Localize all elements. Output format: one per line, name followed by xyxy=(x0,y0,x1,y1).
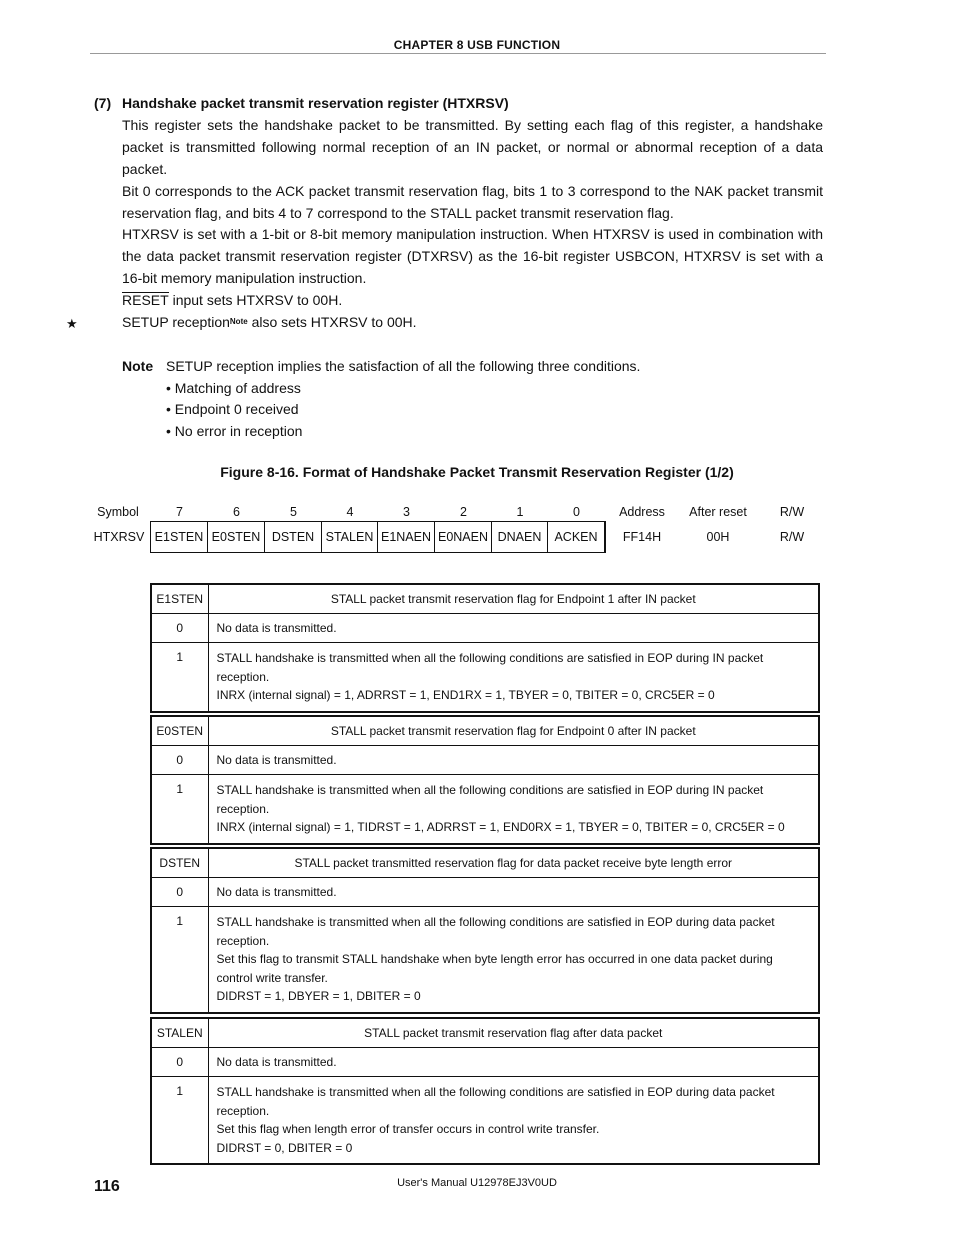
flag-description: STALL packet transmitted reservation flag for data packet receive byte length error xyxy=(208,848,819,878)
bit-cell-e0sten: E0STEN xyxy=(208,522,265,552)
bit-number: 1 xyxy=(516,505,524,519)
note-bullet: • Matching of address xyxy=(166,380,301,396)
flag-value-description xyxy=(208,907,819,1013)
bit-cell-dnaen: DNAEN xyxy=(492,522,548,552)
bit-number: 4 xyxy=(346,505,354,519)
page-number: 116 xyxy=(94,1178,120,1195)
description-line: Set this flag to transmit STALL handshake when byte length error has occurred in one data packet during xyxy=(216,952,773,966)
reset-text: input sets HTXRSV to 00H. xyxy=(168,292,343,308)
description-line: DIDRST = 1, DBYER = 1, DBITER = 0 xyxy=(216,989,421,1003)
table-row xyxy=(151,775,819,844)
bit-cell-e0naen: E0NAEN xyxy=(435,522,492,552)
flag-description: STALL packet transmit reservation flag after data packet xyxy=(208,1018,819,1048)
flag-table-e1sten xyxy=(150,583,820,713)
paragraph-3: HTXRSV is set with a 1-bit or 8-bit memory manipulation instruction. When HTXRSV is used in combination with the data packet transmit reservation register (DTXRSV) as the 16-bit register USBCON, HTXRSV is set with a 16-bit memory manipulation instruction. xyxy=(122,226,823,286)
note-label: Note xyxy=(122,358,154,374)
paragraph-2: Bit 0 corresponds to the ACK packet transmit reservation flag, bits 1 to 3 correspond to the NAK packet transmit reservation flag, and bits 4 to 7 correspond to the STALL packet transmit reservation flag. xyxy=(122,183,823,221)
table-row xyxy=(151,1048,819,1077)
register-bit-box xyxy=(150,521,606,553)
flag-value: 0 xyxy=(151,878,208,907)
table-header-row xyxy=(151,848,819,878)
bit-number: 5 xyxy=(290,505,297,519)
table-header-row xyxy=(151,1018,819,1048)
paragraph-1: This register sets the handshake packet to be transmitted. By setting each flag of this register, a handshake packet is transmitted following normal reception of an IN packet, or normal or abnormal reception of a data packet. xyxy=(122,117,823,177)
reset-signal: RESET xyxy=(122,292,169,308)
manual-reference: User's Manual U12978EJ3V0UD xyxy=(397,1177,557,1189)
flag-table-stalen xyxy=(150,1017,820,1165)
description-line: STALL handshake is transmitted when all the following conditions are satisfied in EOP during data packet reception. xyxy=(216,1085,775,1118)
bit-cell-e1sten: E1STEN xyxy=(151,522,208,552)
description-line: No data is transmitted. xyxy=(216,620,337,635)
symbol-header: Symbol xyxy=(97,505,139,519)
description-line: No data is transmitted. xyxy=(216,1054,337,1069)
bit-number: 2 xyxy=(460,505,467,519)
reset-line xyxy=(122,289,342,311)
section-title: Handshake packet transmit reservation register (HTXRSV) xyxy=(122,95,509,111)
setup-text-rest: also sets HTXRSV to 00H. xyxy=(247,314,417,330)
header-rule xyxy=(90,53,826,54)
description-line: INRX (internal signal) = 1, TIDRST = 1, ADRRST = 1, END0RX = 1, TBYER = 0, TBITER = 0, CRC5ER = 0 xyxy=(216,820,785,834)
table-row xyxy=(151,1077,819,1165)
note-bullet: • No error in reception xyxy=(166,423,303,439)
bit-number: 7 xyxy=(176,505,183,519)
setup-line xyxy=(122,311,417,336)
bit-cell-e1naen: E1NAEN xyxy=(378,522,435,552)
page-header: CHAPTER 8 USB FUNCTION xyxy=(393,38,561,52)
flag-name: E0STEN xyxy=(151,716,208,746)
description-line: DIDRST = 0, DBITER = 0 xyxy=(216,1140,353,1155)
flag-value: 0 xyxy=(151,1048,208,1077)
description-line: No data is transmitted. xyxy=(216,884,337,899)
address-header: Address xyxy=(619,505,665,519)
flag-value: 0 xyxy=(151,614,208,643)
description-line: STALL handshake is transmitted when all the following conditions are satisfied in EOP during IN packet reception. xyxy=(216,783,764,816)
figure-title: Figure 8-16. Format of Handshake Packet Transmit Reservation Register (1/2) xyxy=(220,464,734,480)
description-line: INRX (internal signal) = 1, ADRRST = 1, END1RX = 1, TBYER = 0, TBITER = 0, CRC5ER = 0 xyxy=(216,688,715,702)
flag-value-description xyxy=(208,878,819,907)
rw-header: R/W xyxy=(779,505,805,519)
description-line: control write transfer. xyxy=(216,970,328,985)
table-row xyxy=(151,746,819,775)
register-after-reset: 00H xyxy=(706,530,730,544)
flag-table-e0sten xyxy=(150,715,820,845)
bit-number: 3 xyxy=(403,505,410,519)
flag-value-description xyxy=(208,614,819,643)
flag-value-description xyxy=(208,1077,819,1165)
table-row xyxy=(151,643,819,712)
flag-value-description xyxy=(208,1048,819,1077)
flag-value: 1 xyxy=(151,907,208,1013)
table-header-row xyxy=(151,716,819,746)
flag-description: STALL packet transmit reservation flag for Endpoint 1 after IN packet xyxy=(208,584,819,614)
description-line: STALL handshake is transmitted when all the following conditions are satisfied in EOP during IN packet reception. xyxy=(216,651,764,684)
flag-value: 1 xyxy=(151,1077,208,1165)
description-line: Set this flag when length error of transfer occurs in control write transfer. xyxy=(216,1122,600,1136)
register-address: FF14H xyxy=(622,530,662,544)
register-rw: R/W xyxy=(779,530,805,544)
table-row xyxy=(151,614,819,643)
table-row xyxy=(151,878,819,907)
register-symbol: HTXRSV xyxy=(93,530,145,544)
setup-text: SETUP reception xyxy=(122,314,230,330)
description-line: STALL handshake is transmitted when all the following conditions are satisfied in EOP during data packet reception. xyxy=(216,915,775,948)
note-reference: Note xyxy=(229,317,248,326)
flag-name: STALEN xyxy=(151,1018,208,1048)
bit-cell-stalen: STALEN xyxy=(322,522,378,552)
flag-value: 0 xyxy=(151,746,208,775)
bit-number: 6 xyxy=(233,505,240,519)
flag-table-dsten xyxy=(150,847,820,1014)
flag-value: 1 xyxy=(151,643,208,712)
flag-value-description xyxy=(208,775,819,844)
note-text: SETUP reception implies the satisfaction of all the following three conditions. xyxy=(166,358,641,374)
star-icon: ★ xyxy=(66,316,78,331)
note-bullet: • Endpoint 0 received xyxy=(166,401,299,417)
bit-number: 0 xyxy=(573,505,580,519)
bit-cell-dsten: DSTEN xyxy=(265,522,322,552)
bit-cell-acken: ACKEN xyxy=(554,530,598,544)
flag-name: DSTEN xyxy=(151,848,208,878)
after-reset-header: After reset xyxy=(689,505,747,519)
section-number: (7) xyxy=(94,95,112,111)
table-row xyxy=(151,907,819,1013)
flag-value-description xyxy=(208,643,819,712)
flag-value: 1 xyxy=(151,775,208,844)
flag-name: E1STEN xyxy=(151,584,208,614)
flag-value-description xyxy=(208,746,819,775)
table-header-row xyxy=(151,584,819,614)
description-line: No data is transmitted. xyxy=(216,752,337,767)
flag-description: STALL packet transmit reservation flag for Endpoint 0 after IN packet xyxy=(208,716,819,746)
